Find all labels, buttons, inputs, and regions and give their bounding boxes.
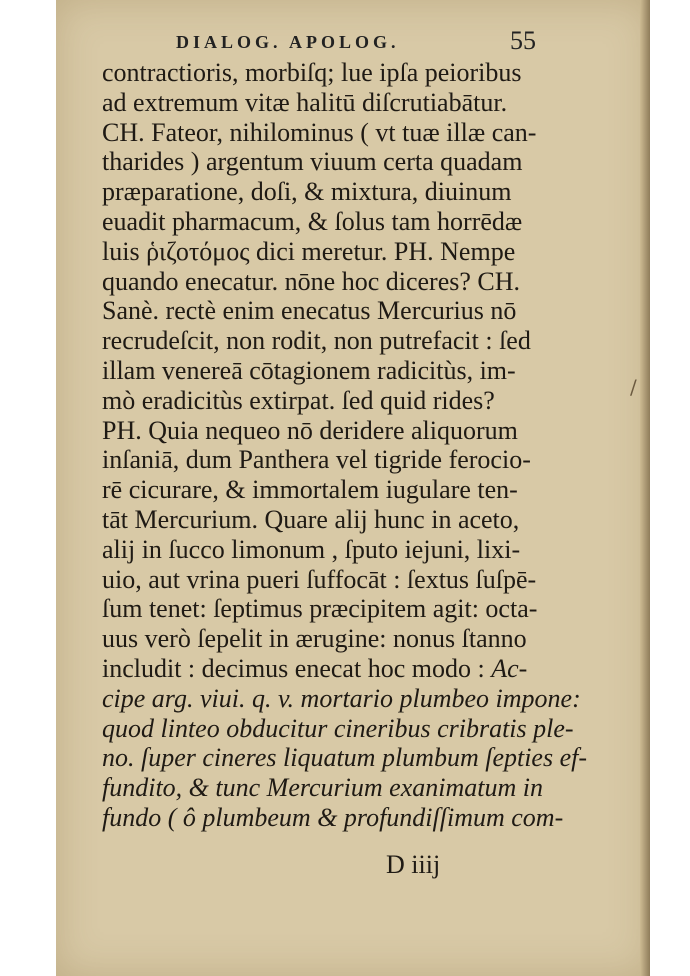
text-line: luis ῥιζοτόμος dici meretur. PH. Nempe [102,236,516,266]
italic-text-line: cipe arg. viui. q. v. mortario plumbeo impone: [102,683,581,713]
text-line: CH. Fateor, nihilominus ( vt tuæ illæ can- [102,117,537,147]
signature-mark: D iiij [386,850,441,879]
text-line: quando enecatur. nōne hoc diceres? CH. [102,266,521,296]
text-line: rē cicurare, & immortalem iugulare ten- [102,475,518,505]
text-line: uus verò ſepelit in ærugine: nonus ſtanno [102,624,527,654]
text-line: Sanè. rectè enim enecatus Mercurius nō [102,296,517,326]
text-line-roman: includit : decimus enecat hoc modo : [102,653,485,683]
page-number: 55 [510,26,536,55]
text-line: ad extremum vitæ halitū diſcrutiabātur. [102,87,508,117]
italic-text-line: no. ſuper cineres liquatum plumbum ſepties ef- [102,743,588,773]
text-line: inſaniā, dum Panthera vel tigride ferocio- [102,445,531,475]
book-page [56,0,650,976]
text-line: contractioris, morbiſq; lue ipſa peioribus [102,58,522,87]
italic-text-line: quod linteo obducitur cineribus cribratis ple- [102,713,574,743]
running-head: DIALOG. APOLOG. [176,32,400,52]
text-line: præparatione, doſi, & mixtura, diuinum [102,177,512,207]
text-line: PH. Quia nequeo nō deridere aliquorum [102,415,518,445]
margin-mark: / [630,375,637,399]
text-line: uio, aut vrina pueri ſuffocāt : ſextus ſuſpē- [102,564,537,594]
text-line: ſum tenet: ſeptimus præcipitem agit: octa- [102,594,538,624]
body-text [102,58,590,833]
text-line: recrudeſcit, non rodit, non putrefacit : ſed [102,326,531,356]
page-gutter-shadow [640,0,650,976]
italic-text-line: fundo ( ô plumbeum & profundiſſimum com- [102,802,564,832]
text-line: tāt Mercurium. Quare alij hunc in aceto, [102,504,520,534]
text-line-italic-tail: Ac- [491,653,528,683]
page-header [56,28,650,58]
text-line [102,654,590,684]
italic-text-line: fundito, & tunc Mercurium exanimatum in [102,773,543,803]
text-line: illam venereā cōtagionem radicitùs, im- [102,355,516,385]
text-line: mò eradicitùs extirpat. ſed quid rides? [102,385,495,415]
text-line: tharides ) argentum viuum certa quadam [102,147,523,177]
text-line: euadit pharmacum, & ſolus tam horrēdæ [102,206,523,236]
text-line: alij in ſucco limonum , ſputo iejuni, lixi- [102,534,521,564]
